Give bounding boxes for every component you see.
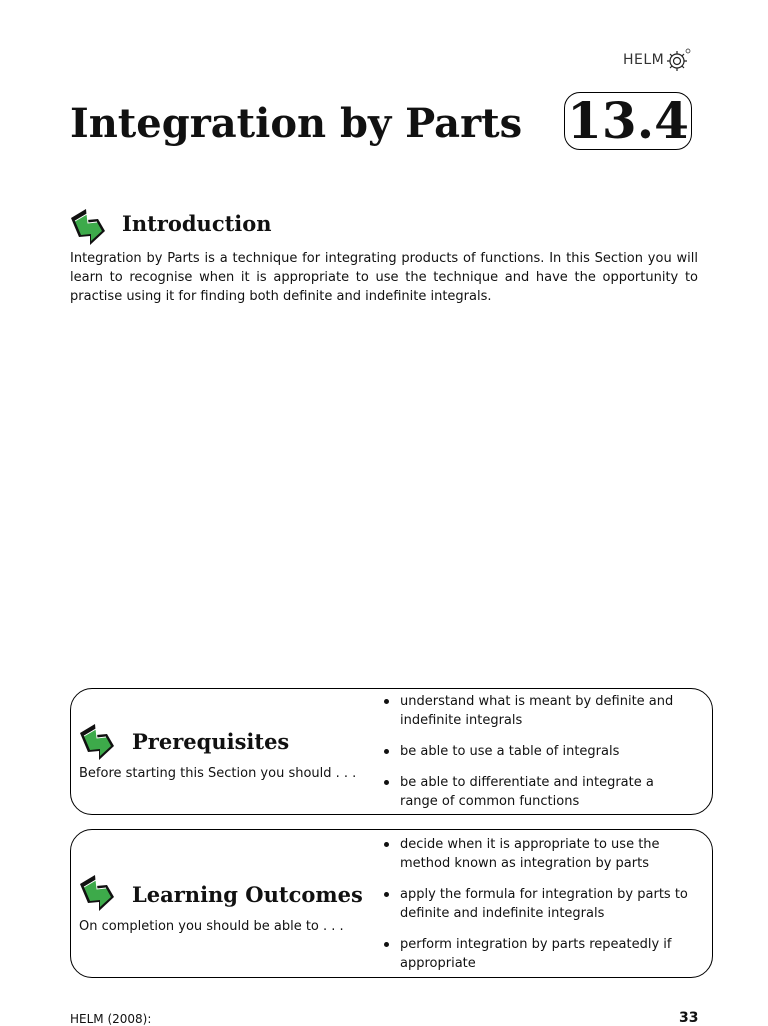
- arrow-icon: [77, 722, 117, 762]
- page-number: 33: [679, 1010, 699, 1026]
- learning-outcomes-heading: Learning Outcomes: [132, 882, 363, 907]
- prerequisites-list: [382, 692, 692, 811]
- introduction-text: Integration by Parts is a technique for integrating products of functions. In this Section you will learn to recognise when it is appropriate to use the technique and have the opportunity to practise using it for finding both definite and indefinite integrals.: [70, 251, 698, 304]
- logo-text: HELM: [623, 52, 665, 68]
- learning-outcomes-subtitle: On completion you should be able to . . .: [79, 919, 344, 934]
- prerequisites-subtitle: Before starting this Section you should . . .: [79, 766, 357, 781]
- arrow-icon: [68, 207, 108, 247]
- arrow-icon: [77, 873, 117, 913]
- helm-logo: [623, 44, 698, 76]
- list-item: be able to use a table of integrals: [382, 742, 692, 761]
- page-title: Integration by Parts: [70, 100, 523, 147]
- footer-citation: HELM (2008):: [70, 1012, 152, 1026]
- list-item: perform integration by parts repeatedly if appropriate: [382, 935, 692, 973]
- list-item: be able to differentiate and integrate a range of common functions: [382, 773, 692, 811]
- learning-outcomes-list: [382, 835, 692, 973]
- gear-icon: [665, 47, 691, 73]
- list-item: understand what is meant by definite and indefinite integrals: [382, 692, 692, 730]
- prerequisites-heading: Prerequisites: [132, 729, 290, 754]
- section-number-badge: [564, 92, 692, 150]
- list-item: apply the formula for integration by parts to definite and indefinite integrals: [382, 885, 692, 923]
- introduction-heading: Introduction: [122, 211, 272, 236]
- list-item: decide when it is appropriate to use the method known as integration by parts: [382, 835, 692, 873]
- section-number: 13.4: [567, 91, 689, 150]
